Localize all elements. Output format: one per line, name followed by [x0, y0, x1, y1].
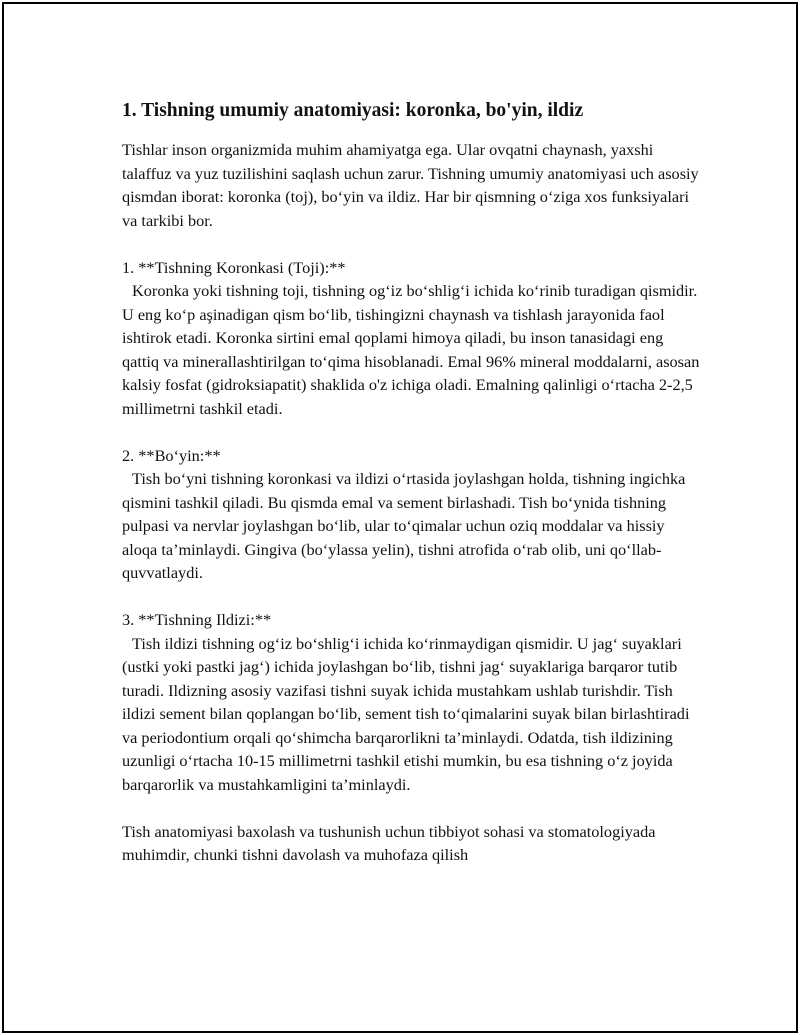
section-body: Koronka yoki tishning toji, tishning og‘iz bo‘shlig‘i ichida ko‘rinib turadigan qismidir. U eng ko‘p aşinadigan qism bo‘lib, tishingizni chaynash va tishlash jarayonida faol ishtirok etadi. Koronka sirtini emal qoplami himoya qiladi, bu inson tanasidagi eng qattiq va minerallashtirilgan to‘qima hisoblanadi. Emal 96% mineral moddalarni, asosan kalsiy fosfat (gidroksiapatit) shaklida o'z ichiga oladi. Emalning qalinligi o‘rtacha 2-2,5 millimetrni tashkil etadi. [122, 281, 700, 418]
section-heading: 1. **Tishning Koronkasi (Toji):** [122, 257, 346, 277]
section-heading: 3. **Tishning Ildizi:** [122, 610, 272, 629]
page-frame [2, 2, 798, 1033]
section-root [122, 608, 702, 796]
section-body: Tish ildizi tishning og‘iz bo‘shlig‘i ichida ko‘rinmaydigan qismidir. U jag‘ suyaklari (ustki yoki pastki jag‘) ichida joylashgan bo‘lib, tishni jag‘ suyaklariga barqaror tutib turadi. Ildizning asosiy vazifasi tishni suyak ichida mustahkam ushlab turishdir. Tish ildizi sement bilan qoplangan bo‘lib, sement tish to‘qimalarini suyak bilan birlashtiradi va periodontium orqali qo‘shimcha barqarorlikni ta’minlaydi. Odatda, tish ildizining uzunligi o‘rtacha 10-15 millimetrni tashkil etishi mumkin, bu esa tishning o‘z joyida barqarorlik va mustahkamligini ta’minlaydi. [122, 633, 690, 794]
document-title: 1. Tishning umumiy anatomiyasi: koronka, bo'yin, ildiz [122, 100, 584, 121]
intro-paragraph: Tishlar inson organizmida muhim ahamiyatga ega. Ular ovqatni chaynash, yaxshi talaffuz va yuz tuzilishini saqlash uchun zarur. Tishning umumiy anatomiyasi uch asosiy qismdan iborat: koronka (toj), bo‘yin va ildiz. Har bir qismning o‘ziga xos funksiyalari va tarkibi bor. [122, 140, 699, 230]
section-neck [122, 444, 702, 585]
section-body: Tish bo‘yni tishning koronkasi va ildizi o‘rtasida joylashgan holda, tishning ingichka qismini tashkil qiladi. Bu qismda emal va sement birlashadi. Tish bo‘ynida tishning pulpasi va nervlar joylashgan bo‘lib, ular to‘qimalar uchun oziq moddalar va hissiy aloqa ta’minlaydi. Gingiva (bo‘ylassa yelin), tishni atrofida o‘rab olib, uni qo‘llab-quvvatlaydi. [122, 469, 686, 582]
document-body [122, 98, 702, 867]
section-heading: 2. **Bo‘yin:** [122, 445, 221, 465]
closing-paragraph: Tish anatomiyasi baxolash va tushunish uchun tibbiyot sohasi va stomatologiyada muhimdir, chunki tishni davolash va muhofaza qilish [122, 821, 656, 864]
section-crown [122, 256, 702, 421]
